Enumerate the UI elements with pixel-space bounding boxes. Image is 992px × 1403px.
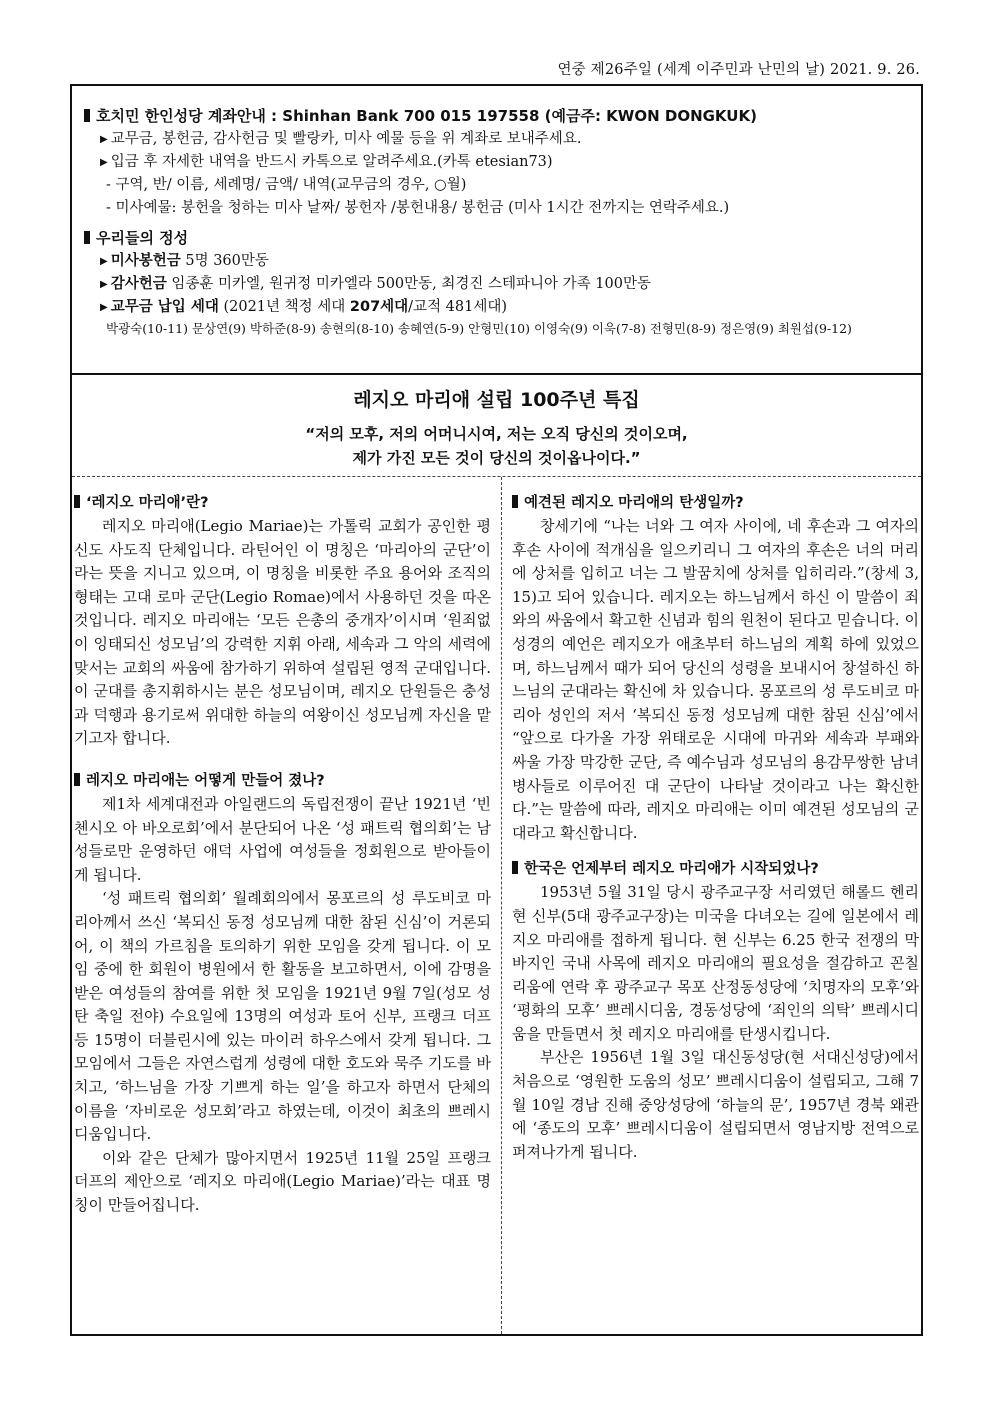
article-paragraph: 1953년 5월 31일 당시 광주교구장 서리였던 해롤드 헨리 현 신부(5대 광주교구장)는 미국을 다녀오는 길에 일본에서 레지오 마리애를 접하게 됩니다. 현 신부는 6.25 한국 전쟁의 막바지인 국내 사목에 레지오 마리애의 필요성을 절감하고 꼰칠리움에 연락 후 광주교구 목포 산정동성당에 ‘치명자의 모후’와 ‘평화의 모후’ 쁘레시디움, 경동성당에 ‘죄인의 의탁’ 쁘레시디움을 만들면서 첫 레지오 마리애를 탄생시킵니다. bbox=[512, 883, 919, 1043]
tithe-names: 박광숙(10-11) 문상연(9) 박하준(8-9) 송현의(8-10) 송혜연(5-9) 안형민(10) 이영숙(9) 이욱(7-8) 전형민(8-9) 정은영(9) 최원섭(9-12) bbox=[106, 321, 852, 336]
feature-header bbox=[72, 375, 921, 477]
article-title: 한국은 언제부터 레지오 마리애가 시작되었나? bbox=[512, 857, 919, 881]
square-bullet-icon bbox=[512, 861, 518, 874]
article-paragraph: 창세기에 “나는 너와 그 여자 사이에, 네 후손과 그 여자의 후손 사이에 적개심을 일으키리니 그 여자의 후손은 너의 머리에 상처를 입히고 너는 그 발꿈치에 상처를 입히리라.”(창세 3,15)고 되어 있습니다. 레지오는 하느님께서 하신 이 말씀이 죄와의 싸움에서 확고한 신념과 힘의 원천이 된다고 믿습니다. 이 성경의 예언은 레지오가 애초부터 하느님의 계획 하에 있었으며, 하느님께서 때가 되어 당신의 성령을 보내시어 창설하신 하느님의 군대라는 확신에 차 있습니다. 몽포르의 성 루도비코 마리아 성인의 저서 ‘복되신 동정 성모님께 대한 참된 신심’에서 “앞으로 다가올 가장 위태로운 시대에 마귀와 세속과 부패와 싸울 가장 막강한 군단, 즉 예수님과 성모님의 용감무쌍한 남녀 병사들로 이루어진 대 군단이 나타날 것이라고 나는 확신한다.”는 말씀에 따라, 레지오 마리애는 이미 예견된 성모님의 군대라고 확신합니다. bbox=[512, 517, 919, 842]
notice-dash-item: - 구역, 반/ 이름, 세례명/ 금액/ 내역(교무금의 경우, ○월) bbox=[106, 177, 467, 193]
notice-dash-item: - 미사예물: 봉헌을 청하는 미사 날짜/ 봉헌자 /봉헌내용/ 봉헌금 (미사 1시간 전까지는 연락주세요.) bbox=[106, 200, 730, 216]
triangle-bullet-icon: ▶ bbox=[100, 157, 108, 168]
notice-bullet: ▶ 교무금, 봉헌금, 감사헌금 및 빨랑카, 미사 예물 등을 위 계좌로 보내주세요. bbox=[100, 131, 582, 147]
triangle-bullet-icon: ▶ bbox=[100, 134, 108, 145]
article-paragraph: ‘성 패트릭 협의회’ 월례회의에서 몽포르의 성 루도비코 마리아께서 쓰신 ‘복되신 동정 성모님께 대한 참된 신심’이 거론되어, 이 책의 가르침을 토의하기 위한 모임을 갖게 됩니다. 이 모임 중에 한 회원이 병원에서 한 활동을 보고하면서, 이에 감명을 받은 여성들의 참여를 위한 첫 모임을 1921년 9월 7일(성모 성탄 축일 전야) 수요일에 13명의 여성과 토어 신부, 프랭크 더프 등 15명이 더블린시에 있는 마이러 하우스에서 갖게 됩니다. 그 모임에서 그들은 자연스럽게 성령에 대한 호도와 묵주 기도를 바치고, ‘하느님을 가장 기쁘게 하는 일’을 하고자 하면서 단체의 이름을 ‘자비로운 성모회’라고 하였는데, 이것이 최초의 쁘레시디움입니다. bbox=[74, 889, 491, 1144]
article-paragraph: 레지오 마리애(Legio Mariae)는 가톨릭 교회가 공인한 평신도 사도직 단체입니다. 라틴어인 이 명칭은 ‘마리아의 군단’이라는 뜻을 지니고 있으며, 이 명칭을 비롯한 주요 용어와 조직의 형태는 고대 로마 군단(Legio Romae)에서 사용하던 것을 따온 것입니다. 레지오 마리애는 ‘모든 은총의 중개자’이시며 ‘원죄없이 잉태되신 성모님’의 강력한 지휘 아래, 세속과 그 악의 세력에 맞서는 교회의 싸움에 참가하기 위하여 설립된 영적 군대입니다. 이 군대를 총지휘하시는 분은 성모님이며, 레지오 단원들은 충성과 덕행과 용기로써 위대한 하늘의 여왕이신 성모님께 자신을 맡기고자 합니다. bbox=[74, 517, 491, 748]
feature-quote-line: “저의 모후, 저의 어머니시여, 저는 오직 당신의 것이오며, bbox=[305, 425, 688, 443]
thanks-offering-line: ▶ 감사헌금 임종훈 미카엘, 원귀정 미카엘라 500만동, 최경진 스테파니아 가족 100만동 bbox=[100, 276, 651, 292]
triangle-bullet-icon: ▶ bbox=[100, 302, 108, 313]
article-title: 예견된 레지오 마리애의 탄생일까? bbox=[512, 491, 919, 515]
square-bullet-icon bbox=[74, 495, 80, 508]
article-paragraph: 부산은 1956년 1월 3일 대신동성당(현 서대신성당)에서 처음으로 ‘영원한 도움의 성모’ 쁘레시디움이 설립되고, 그해 7월 10일 경남 진해 중앙성당에 ‘하늘의 문’, 1957년 경북 왜관에 ‘종도의 모후’ 쁘레시디움이 설립되면서 영남지방 전역으로 퍼져나가게 됩니다. bbox=[512, 1048, 919, 1161]
account-title: 호치민 한인성당 계좌안내 : Shinhan Bank 700 015 197558 (예금주: KWON DONGKUK) bbox=[84, 104, 911, 128]
triangle-bullet-icon: ▶ bbox=[100, 256, 108, 267]
bulletin-date-line: 연중 제26주일 (세계 이주민과 난민의 날) 2021. 9. 26. bbox=[557, 62, 920, 78]
square-bullet-icon bbox=[512, 495, 518, 508]
square-bullet-icon bbox=[84, 231, 90, 244]
bulletin-frame bbox=[70, 84, 923, 1336]
article-title: 레지오 마리애는 어떻게 만들어 졌나? bbox=[74, 769, 491, 793]
left-column bbox=[72, 477, 502, 1334]
triangle-bullet-icon: ▶ bbox=[100, 279, 108, 290]
tithe-line: ▶ 교무금 납입 세대 (2021년 책정 세대 207세대/교적 481세대) bbox=[100, 299, 508, 315]
square-bullet-icon bbox=[84, 109, 90, 122]
square-bullet-icon bbox=[74, 773, 80, 786]
article-paragraph: 제1차 세계대전과 아일랜드의 독립전쟁이 끝난 1921년 ‘빈첸시오 아 바오로회’에서 분단되어 나온 ‘성 패트릭 협의회’는 남성들로만 운영하던 애덕 사업에 여성들을 정회원으로 받아들이게 됩니다. bbox=[74, 794, 491, 884]
offering-title: 우리들의 정성 bbox=[84, 226, 911, 250]
mass-offering-line: ▶ 미사봉헌금 5명 360만동 bbox=[100, 253, 269, 269]
right-column bbox=[502, 477, 921, 1334]
feature-title: 레지오 마리애 설립 100주년 특집 bbox=[353, 389, 640, 411]
notice-bullet: ▶ 입금 후 자세한 내역을 반드시 카톡으로 알려주세요.(카톡 etesian73) bbox=[100, 154, 553, 170]
feature-quote bbox=[72, 422, 921, 470]
article-paragraph: 이와 같은 단체가 많아지면서 1925년 11월 25일 프랭크 더프의 제안으로 ‘레지오 마리애(Legio Mariae)’라는 대표 명칭이 만들어집니다. bbox=[74, 1148, 491, 1215]
article-title: ‘레지오 마리애’란? bbox=[74, 491, 491, 515]
notice-box bbox=[72, 86, 921, 375]
feature-quote-line: 제가 가진 모든 것이 당신의 것이옵나이다.” bbox=[352, 449, 641, 467]
